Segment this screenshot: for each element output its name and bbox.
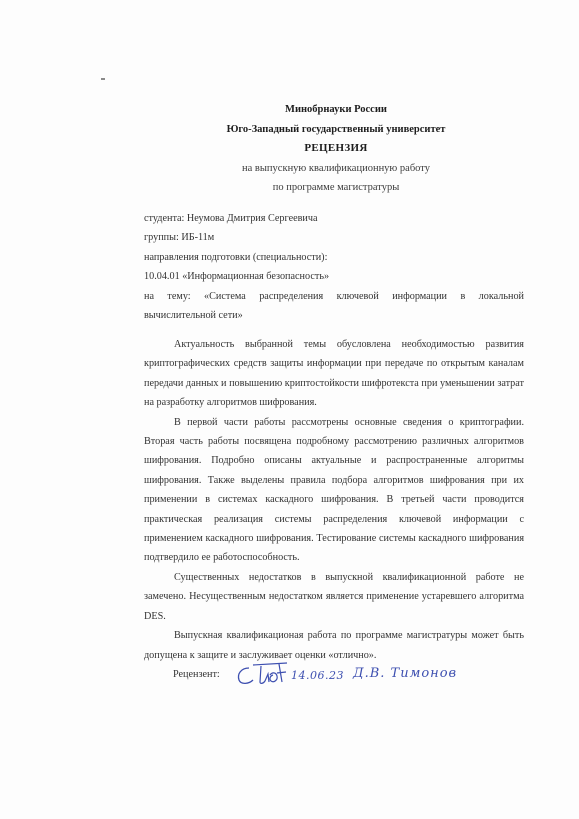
review-paragraph-relevance: Актуальность выбранной темы обусловлена необходимостью развития криптографических средств защиты информации при передаче по открытым каналам передачи данных и повышению криптостойкости шифротекста при уменьшении затрат на разработку алгоритмов шифрования. — [144, 339, 524, 409]
review-paragraph-conclusion: Выпускная квалификационая работа по программе магистратуры может быть допущена к защите и заслуживает оценки «отлично». — [144, 630, 524, 661]
review-body — [144, 335, 524, 665]
thesis-topic-line-2: вычислительной сети» — [144, 310, 243, 322]
document-header — [200, 100, 472, 198]
document-title: РЕЦЕНЗИЯ — [304, 142, 368, 154]
student-group: группы: ИБ-11м — [144, 232, 215, 244]
document-subtitle-1: на выпускную квалификационную работу — [242, 162, 430, 174]
scan-speck — [101, 78, 105, 80]
signature-date: 14.06.23 — [291, 669, 344, 682]
review-paragraph-shortcomings: Существенных недостатков в выпускной квалификационной работе не замечено. Несущественным недостатком является применение устаревшего алгоритма DES. — [144, 571, 524, 622]
direction-value: 10.04.01 «Информационная безопасность» — [144, 271, 330, 283]
university-name: Юго-Западный государственный университет — [226, 123, 446, 135]
ministry-name: Минобрнауки России — [285, 104, 387, 115]
document-subtitle-2: по программе магистратуры — [272, 182, 400, 193]
review-paragraph-content: В первой части работы рассмотрены основные сведения о криптографии. Вторая часть работы посвящена подробному рассмотрению различных алгоритмов шифрования. Подробно описаны актуальные и распространенные алгоритмы шифрования. Также выделены правила подбора алгоритмов шифрования при их применении в системах каскадного шифрования. В третьей части проводится практическая реализация системы распределения ключевой информации с применением каскадного шифрования. Тестирование системы каскадного шифрования подтвердило ее работоспособность. — [144, 416, 524, 564]
reviewer-block — [173, 664, 513, 688]
reviewer-label: Рецензент: — [173, 669, 220, 680]
thesis-topic-line-1: на тему: «Система распределения ключевой информации в локальной — [144, 290, 524, 302]
student-name: студента: Неумова Дмитрия Сергеевича — [144, 213, 318, 224]
student-info — [144, 209, 524, 325]
reviewer-name-handwritten: Д.В. Тимонов — [353, 666, 458, 681]
direction-label: направления подготовки (специальности): — [144, 251, 328, 263]
